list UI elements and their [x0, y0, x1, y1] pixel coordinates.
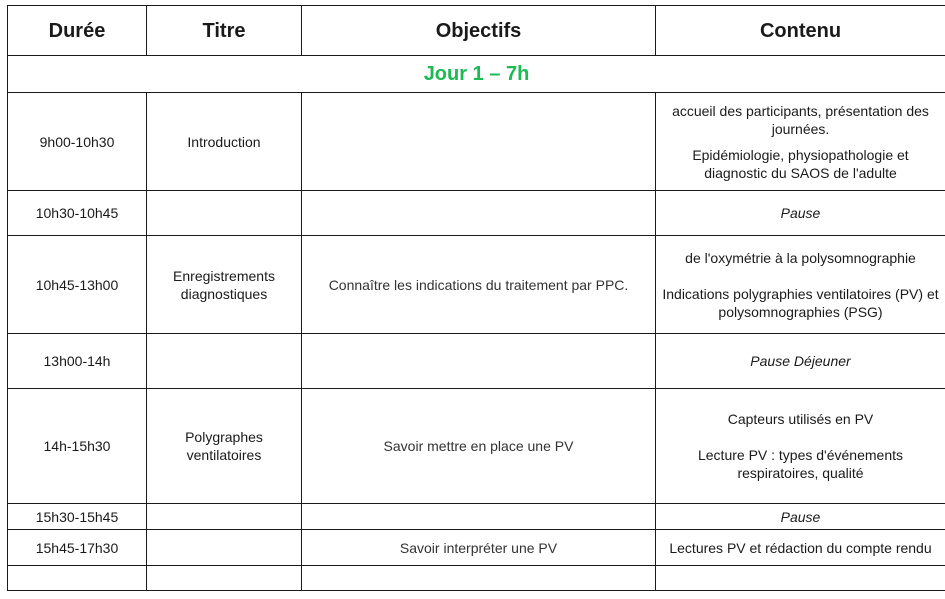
table-row — [8, 334, 945, 389]
cell-titre — [147, 334, 302, 389]
cell-objectifs — [302, 93, 656, 191]
cell-contenu — [656, 236, 945, 334]
cell-duree — [8, 566, 147, 591]
cell-titre — [147, 191, 302, 236]
table-row — [8, 236, 945, 334]
table-row — [8, 93, 945, 191]
contenu-text: Lecture PV : types d'événements respiratoires, qualité — [697, 447, 903, 481]
cell-contenu: Pause Déjeuner — [656, 334, 945, 389]
table-row — [8, 389, 945, 504]
header-contenu: Contenu — [656, 6, 945, 56]
cell-objectifs — [302, 334, 656, 389]
contenu-text: Epidémiologie, physiopathologie et diagnostic du SAOS de l'adulte — [692, 146, 909, 181]
cell-objectifs: Savoir interpréter une PV — [302, 530, 656, 566]
cell-contenu: Lectures PV et rédaction du compte rendu — [656, 530, 945, 566]
cell-objectifs — [302, 191, 656, 236]
header-titre: Titre — [147, 6, 302, 56]
header-row — [8, 6, 945, 56]
cell-titre — [147, 504, 302, 530]
cell-duree: 10h45-13h00 — [8, 236, 147, 334]
cell-contenu — [656, 93, 945, 191]
cell-contenu — [656, 389, 945, 504]
cell-objectifs: Connaître les indications du traitement par PPC. — [302, 236, 656, 334]
cell-titre: Introduction — [147, 93, 302, 191]
table-row — [8, 504, 945, 530]
table-row — [8, 566, 945, 591]
header-objectifs: Objectifs — [302, 6, 656, 56]
cell-objectifs: Savoir mettre en place une PV — [302, 389, 656, 504]
cell-objectifs — [302, 566, 656, 591]
day-label: Jour 1 – 7h — [8, 56, 945, 93]
cell-duree: 15h45-17h30 — [8, 530, 147, 566]
cell-duree: 14h-15h30 — [8, 389, 147, 504]
day-row — [8, 56, 945, 93]
cell-titre: Polygraphes ventilatoires — [147, 389, 302, 504]
cell-contenu — [656, 566, 945, 591]
cell-duree: 15h30-15h45 — [8, 504, 147, 530]
cell-contenu: Pause — [656, 504, 945, 530]
header-duree: Durée — [8, 6, 147, 56]
contenu-text: Capteurs utilisés en PV — [727, 411, 874, 427]
cell-titre: Enregistrements diagnostiques — [147, 236, 302, 334]
contenu-text: accueil des participants, présentation des journées. — [672, 102, 929, 137]
cell-objectifs — [302, 504, 656, 530]
cell-duree: 10h30-10h45 — [8, 191, 147, 236]
cell-duree: 13h00-14h — [8, 334, 147, 389]
schedule-table — [7, 5, 945, 591]
cell-titre — [147, 566, 302, 591]
cell-duree: 9h00-10h30 — [8, 93, 147, 191]
cell-titre — [147, 530, 302, 566]
cell-contenu: Pause — [656, 191, 945, 236]
programme-sheet — [7, 5, 945, 591]
contenu-text: de l'oxymétrie à la polysomnographie — [685, 249, 916, 266]
table-row — [8, 191, 945, 236]
contenu-text: Indications polygraphies ventilatoires (PV) et polysomnographies (PSG) — [662, 285, 939, 320]
table-row — [8, 530, 945, 566]
